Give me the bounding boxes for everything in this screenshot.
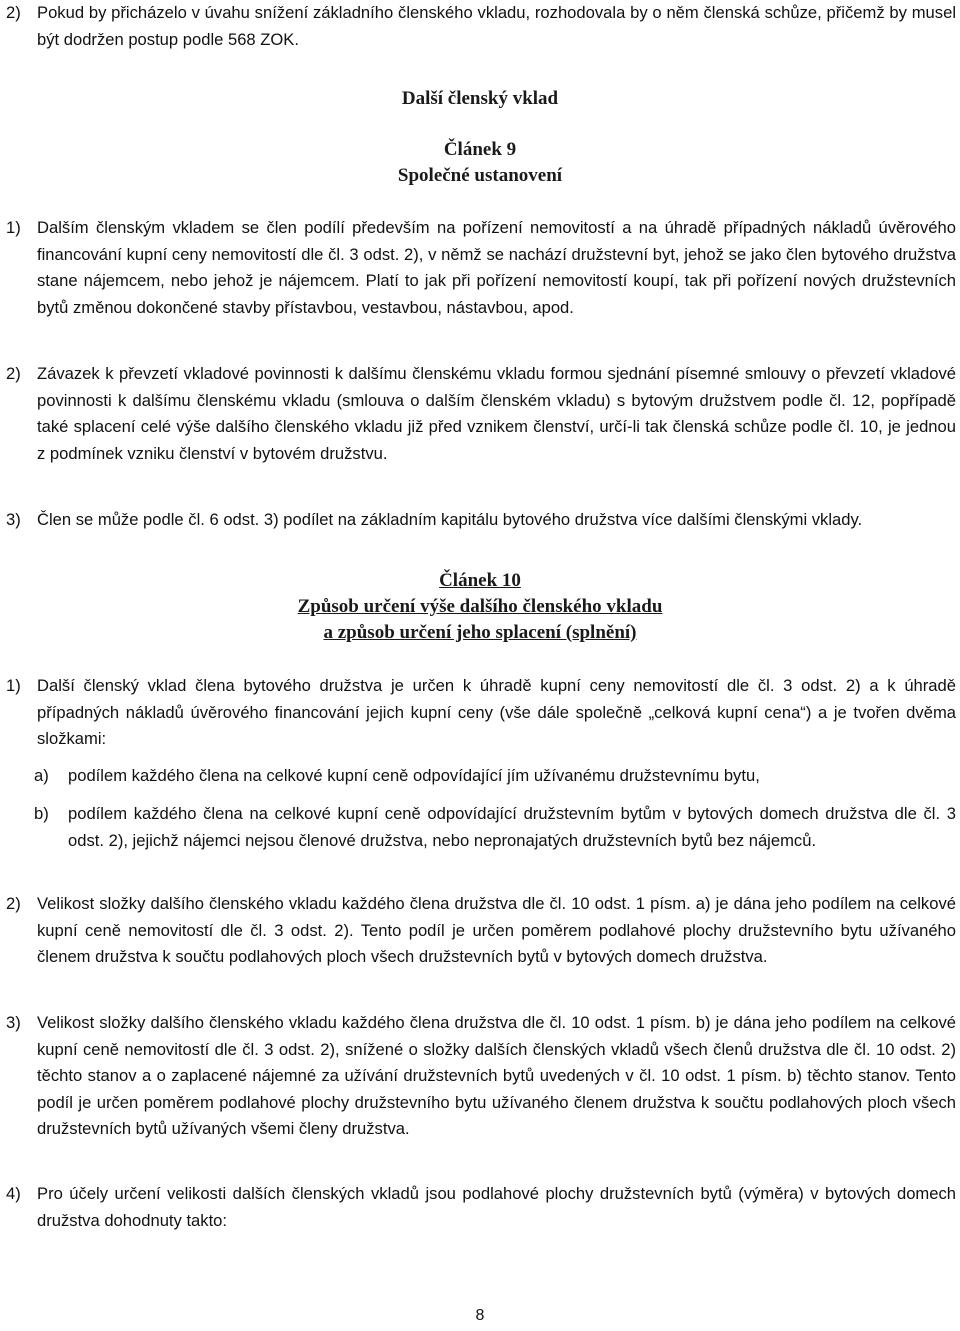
article-10-paragraph-1 bbox=[6, 673, 956, 753]
page-number: 8 bbox=[475, 1307, 485, 1324]
sub-item-text: podílem každého člena na celkové kupní ceně odpovídající družstevním bytům v bytových domech družstva dle čl. 3 odst. 2), jejichž nájemci nejsou členové družstva, nebo nepronajatých družstevních bytů bez nájemců. bbox=[68, 804, 956, 850]
paragraph-text: Další členský vklad člena bytového družstva je určen k úhradě kupní ceny nemovitostí dle čl. 3 odst. 2) a k úhradě případných nákladů úvěrového financování jejich kupní ceny (vše dále společně „celková kupní cena“) a je tvořen dvěma složkami: bbox=[37, 676, 956, 748]
paragraph-number: 3) bbox=[6, 1013, 21, 1032]
paragraph-number: 1) bbox=[6, 676, 21, 695]
paragraph-text: Závazek k převzetí vkladové povinnosti k dalšímu členskému vkladu formou sjednání písemné smlouvy o převzetí vkladové povinnosti k dalšímu členskému vkladu (smlouva o dalším členském vkladu) s bytovým družstvem podle čl. 12, popřípadě také splacení celé výše dalšího členského vkladu již před vznikem členství, určí-li tak členská schůze podle čl. 10, je jednou z podmínek vzniku členství v bytovém družstvu. bbox=[37, 364, 956, 463]
article-10-subtitle-line-1-text: Způsob určení výše dalšího členského vkladu bbox=[297, 596, 663, 617]
section-heading: Další členský vklad bbox=[401, 88, 559, 109]
paragraph-number: 2) bbox=[6, 3, 21, 22]
paragraph-text: Velikost složky dalšího členského vkladu každého člena družstva dle čl. 10 odst. 1 písm. b) je dána jeho podílem na celkové kupní ceně nemovitostí dle čl. 3 odst. 2), snížené o složky dalších členských vkladů všech členů družstva dle čl. 10 odst. 2) těchto stanov a o zaplacené nájemné za užívání družstevních bytů uvedených v čl. 10 odst. 1 písm. b) těchto stanov. Tento podíl je určen poměrem podlahové plochy družstevního bytu užívaného členem družstva k součtu podlahových ploch všech družstevních bytů užívaných všemi členy družstva. bbox=[37, 1013, 956, 1138]
intro-paragraph bbox=[6, 0, 956, 53]
sub-item-text: podílem každého člena na celkové kupní ceně odpovídající jím užívanému družstevnímu bytu, bbox=[68, 766, 760, 785]
paragraph-number: 4) bbox=[6, 1184, 21, 1203]
paragraph-number: 1) bbox=[6, 218, 21, 237]
article-9-paragraph-1 bbox=[6, 215, 956, 321]
article-10-subtitle-line-1 bbox=[0, 594, 960, 620]
sub-item-letter: a) bbox=[34, 766, 49, 785]
paragraph-text: Pro účely určení velikosti dalších členských vkladů jsou podlahové plochy družstevních bytů (výměra) v bytových domech družstva dohodnuty takto: bbox=[37, 1184, 956, 1230]
article-9-title: Článek 9 bbox=[443, 139, 517, 160]
paragraph-text: Dalším členským vkladem se člen podílí především na pořízení nemovitostí a na úhradě případných nákladů úvěrového financování kupní ceny nemovitostí dle čl. 3 odst. 2), v němž se nachází družstevní byt, jehož se jako člen bytového družstva stane nájemcem, nebo jehož je nájemcem. Platí to jak při pořízení nemovitostí koupí, tak při pořízení nových družstevních bytů změnou dokončené stavby přístavbou, vestavbou, nástavbou, apod. bbox=[37, 218, 956, 317]
article-10-sub-item-a bbox=[34, 763, 956, 790]
article-10-paragraph-3 bbox=[6, 1010, 956, 1143]
article-10-paragraph-4 bbox=[6, 1181, 956, 1234]
paragraph-text: Velikost složky dalšího členského vkladu každého člena družstva dle čl. 10 odst. 1 písm. a) je dána jeho podílem na celkové kupní ceně nemovitostí dle čl. 3 odst. 2). Tento podíl je určen poměrem podlahové plochy družstevního bytu užívaného členem družstva k součtu podlahových ploch všech družstevních bytů v bytových domech družstva. bbox=[37, 894, 956, 966]
article-10-subtitle-line-2 bbox=[0, 620, 960, 646]
paragraph-text: Člen se může podle čl. 6 odst. 3) podílet na základním kapitálu bytového družstva více dalšími členskými vklady. bbox=[37, 510, 863, 529]
sub-item-letter: b) bbox=[34, 804, 49, 823]
article-9-subtitle: Společné ustanovení bbox=[397, 165, 563, 186]
paragraph-number: 2) bbox=[6, 894, 21, 913]
paragraph-number: 3) bbox=[6, 510, 21, 529]
article-10-title-text: Článek 10 bbox=[439, 570, 521, 591]
article-10-subtitle-line-2-text: a způsob určení jeho splacení (splnění) bbox=[323, 622, 637, 643]
article-9-paragraph-3 bbox=[6, 507, 956, 534]
paragraph-number: 2) bbox=[6, 364, 21, 383]
article-10-paragraph-2 bbox=[6, 891, 956, 971]
article-9-paragraph-2 bbox=[6, 361, 956, 467]
article-10-title bbox=[0, 568, 960, 594]
paragraph-text: Pokud by přicházelo v úvahu snížení základního členského vkladu, rozhodovala by o něm členská schůze, přičemž by musel být dodržen postup podle 568 ZOK. bbox=[37, 3, 956, 49]
article-10-sub-item-b bbox=[34, 801, 956, 854]
